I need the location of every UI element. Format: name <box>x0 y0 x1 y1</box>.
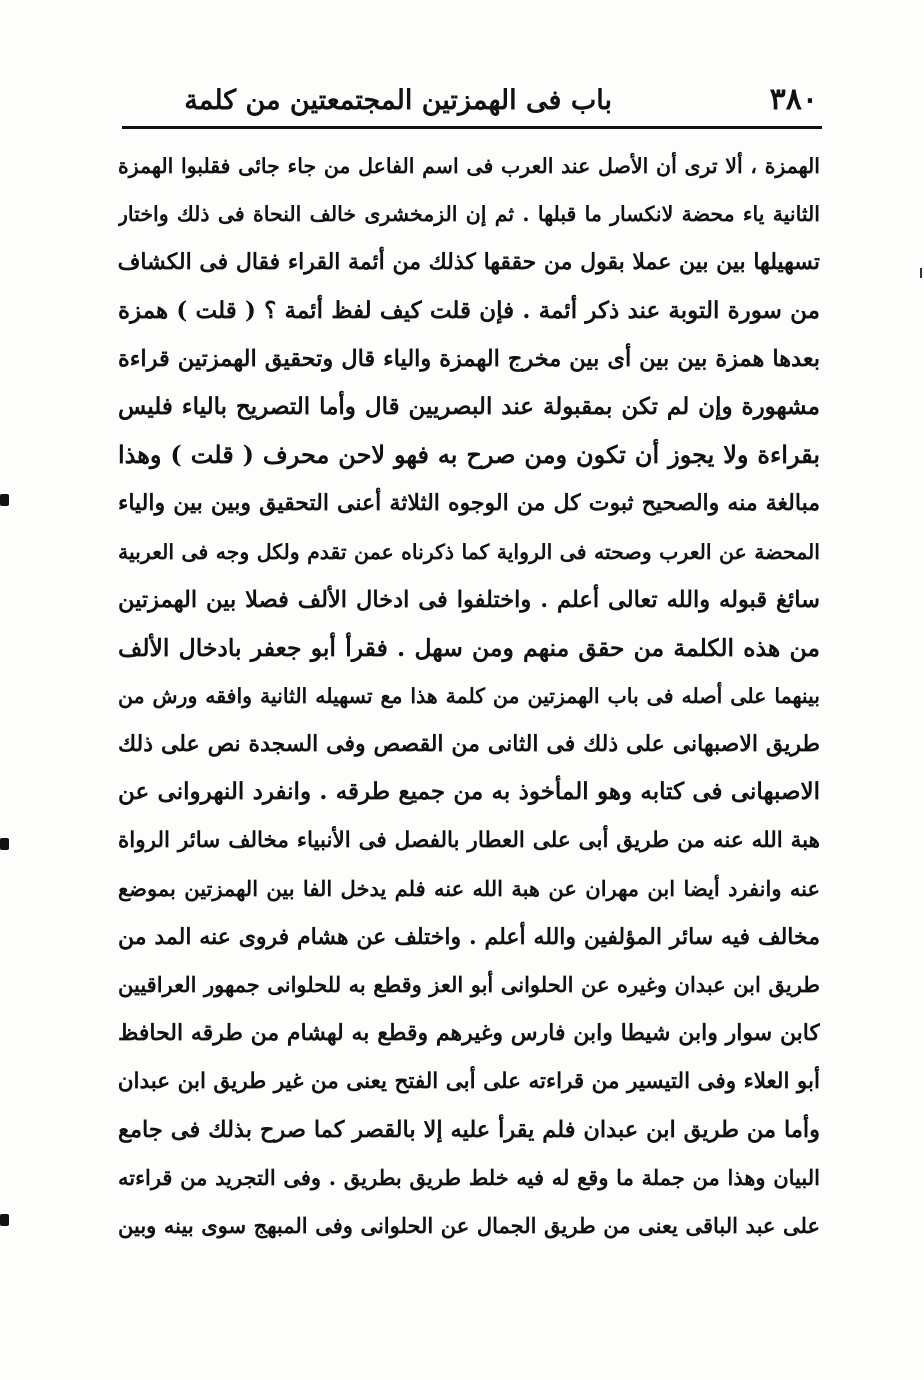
margin-binding-mark <box>0 838 9 850</box>
page-number: ٣٨٠ <box>769 82 818 117</box>
header-rule <box>122 126 822 129</box>
text-line: على عبد الباقى يعنى من طريق الجمال عن الحلوانى وفى المبهج سوى بينه وبين <box>118 1213 820 1239</box>
text-line: أبو العلاء وفى التيسير من قراءته على أبى الفتح يعنى من غير طريق ابن عبدان <box>118 1068 820 1094</box>
margin-binding-mark <box>0 1214 9 1226</box>
text-line: بعدها همزة بين بين أى بين مخرج الهمزة والياء قال وتحقيق الهمزتين قراءة <box>118 345 820 372</box>
text-line: طريق الاصبهانى على ذلك فى الثانى من القصص وفى السجدة نص على ذلك <box>118 731 820 758</box>
text-line: كابن سوار وابن شيطا وابن فارس وغيرهم وقطع به لهشام من طرقه الحافظ <box>118 1020 820 1047</box>
text-line: المحضة عن العرب وصحته فى الرواية كما ذكرناه عمن تقدم ولكل وجه فى العربية <box>118 539 820 564</box>
page-header <box>122 78 822 122</box>
body-text <box>118 142 820 1250</box>
text-line: هبة الله عنه من طريق أبى على العطار بالفصل فى الأنبياء مخالف سائر الرواة <box>118 827 820 853</box>
text-line: بينهما على أصله فى باب الهمزتين من كلمة هذا مع تسهيله الثانية وافقه ورش من <box>118 684 820 709</box>
text-line: الاصبهانى فى كتابه وهو المأخوذ به من جميع طرقه . وانفرد النهروانى عن <box>118 778 820 806</box>
running-title: باب فى الهمزتين المجتمعتين من كلمة <box>184 85 612 116</box>
margin-tick-mark <box>920 268 922 278</box>
text-line: مخالف فيه سائر المؤلفين والله أعلم . واختلف عن هشام فروى عنه المد من <box>118 924 820 950</box>
text-line: عنه وانفرد أيضا ابن مهران عن هبة الله عنه فلم يدخل الفا بين الهمزتين بموضع <box>118 875 820 901</box>
margin-binding-mark <box>0 494 9 506</box>
text-line: الهمزة ، ألا ترى أن الأصل عند العرب فى اسم الفاعل من جاء جائى فقلبوا الهمزة <box>118 154 820 178</box>
text-line: تسهيلها بين بين عملا بقول من حققها كذلك من أئمة القراء فقال فى الكشاف <box>118 249 820 276</box>
text-line: بقراءة ولا يجوز أن تكون ومن صرح به فهو لاحن محرف ( قلت ) وهذا <box>118 440 820 470</box>
text-line: طريق ابن عبدان وغيره عن الحلوانى أبو العز وقطع به للحلوانى جمهور العراقيين <box>118 972 820 998</box>
text-line: من سورة التوبة عند ذكر أئمة . فإن قلت كيف لفظ أئمة ؟ ( قلت ) همزة <box>118 296 820 324</box>
text-line: البيان وهذا من جملة ما وقع له فيه خلط طريق بطريق . وفى التجريد من قراءته <box>118 1164 820 1190</box>
text-line: وأما من طريق ابن عبدان فلم يقرأ عليه إلا بالقصر كما صرح بذلك فى جامع <box>118 1116 820 1143</box>
text-line: مبالغة منه والصحيح ثبوت كل من الوجوه الثلاثة أعنى التحقيق وبين بين والياء <box>118 490 820 517</box>
text-line: من هذه الكلمة من حقق منهم ومن سهل . فقرأ أبو جعفر بادخال الألف <box>118 633 820 662</box>
text-line: مشهورة وإن لم تكن بمقبولة عند البصريين قال وأما التصريح بالياء فليس <box>118 392 820 420</box>
text-line: الثانية ياء محضة لانكسار ما قبلها . ثم إن الزمخشرى خالف النحاة فى ذلك واختار <box>118 202 820 227</box>
text-line: سائغ قبوله والله تعالى أعلم . واختلفوا فى ادخال الألف فصلا بين الهمزتين <box>118 586 820 613</box>
